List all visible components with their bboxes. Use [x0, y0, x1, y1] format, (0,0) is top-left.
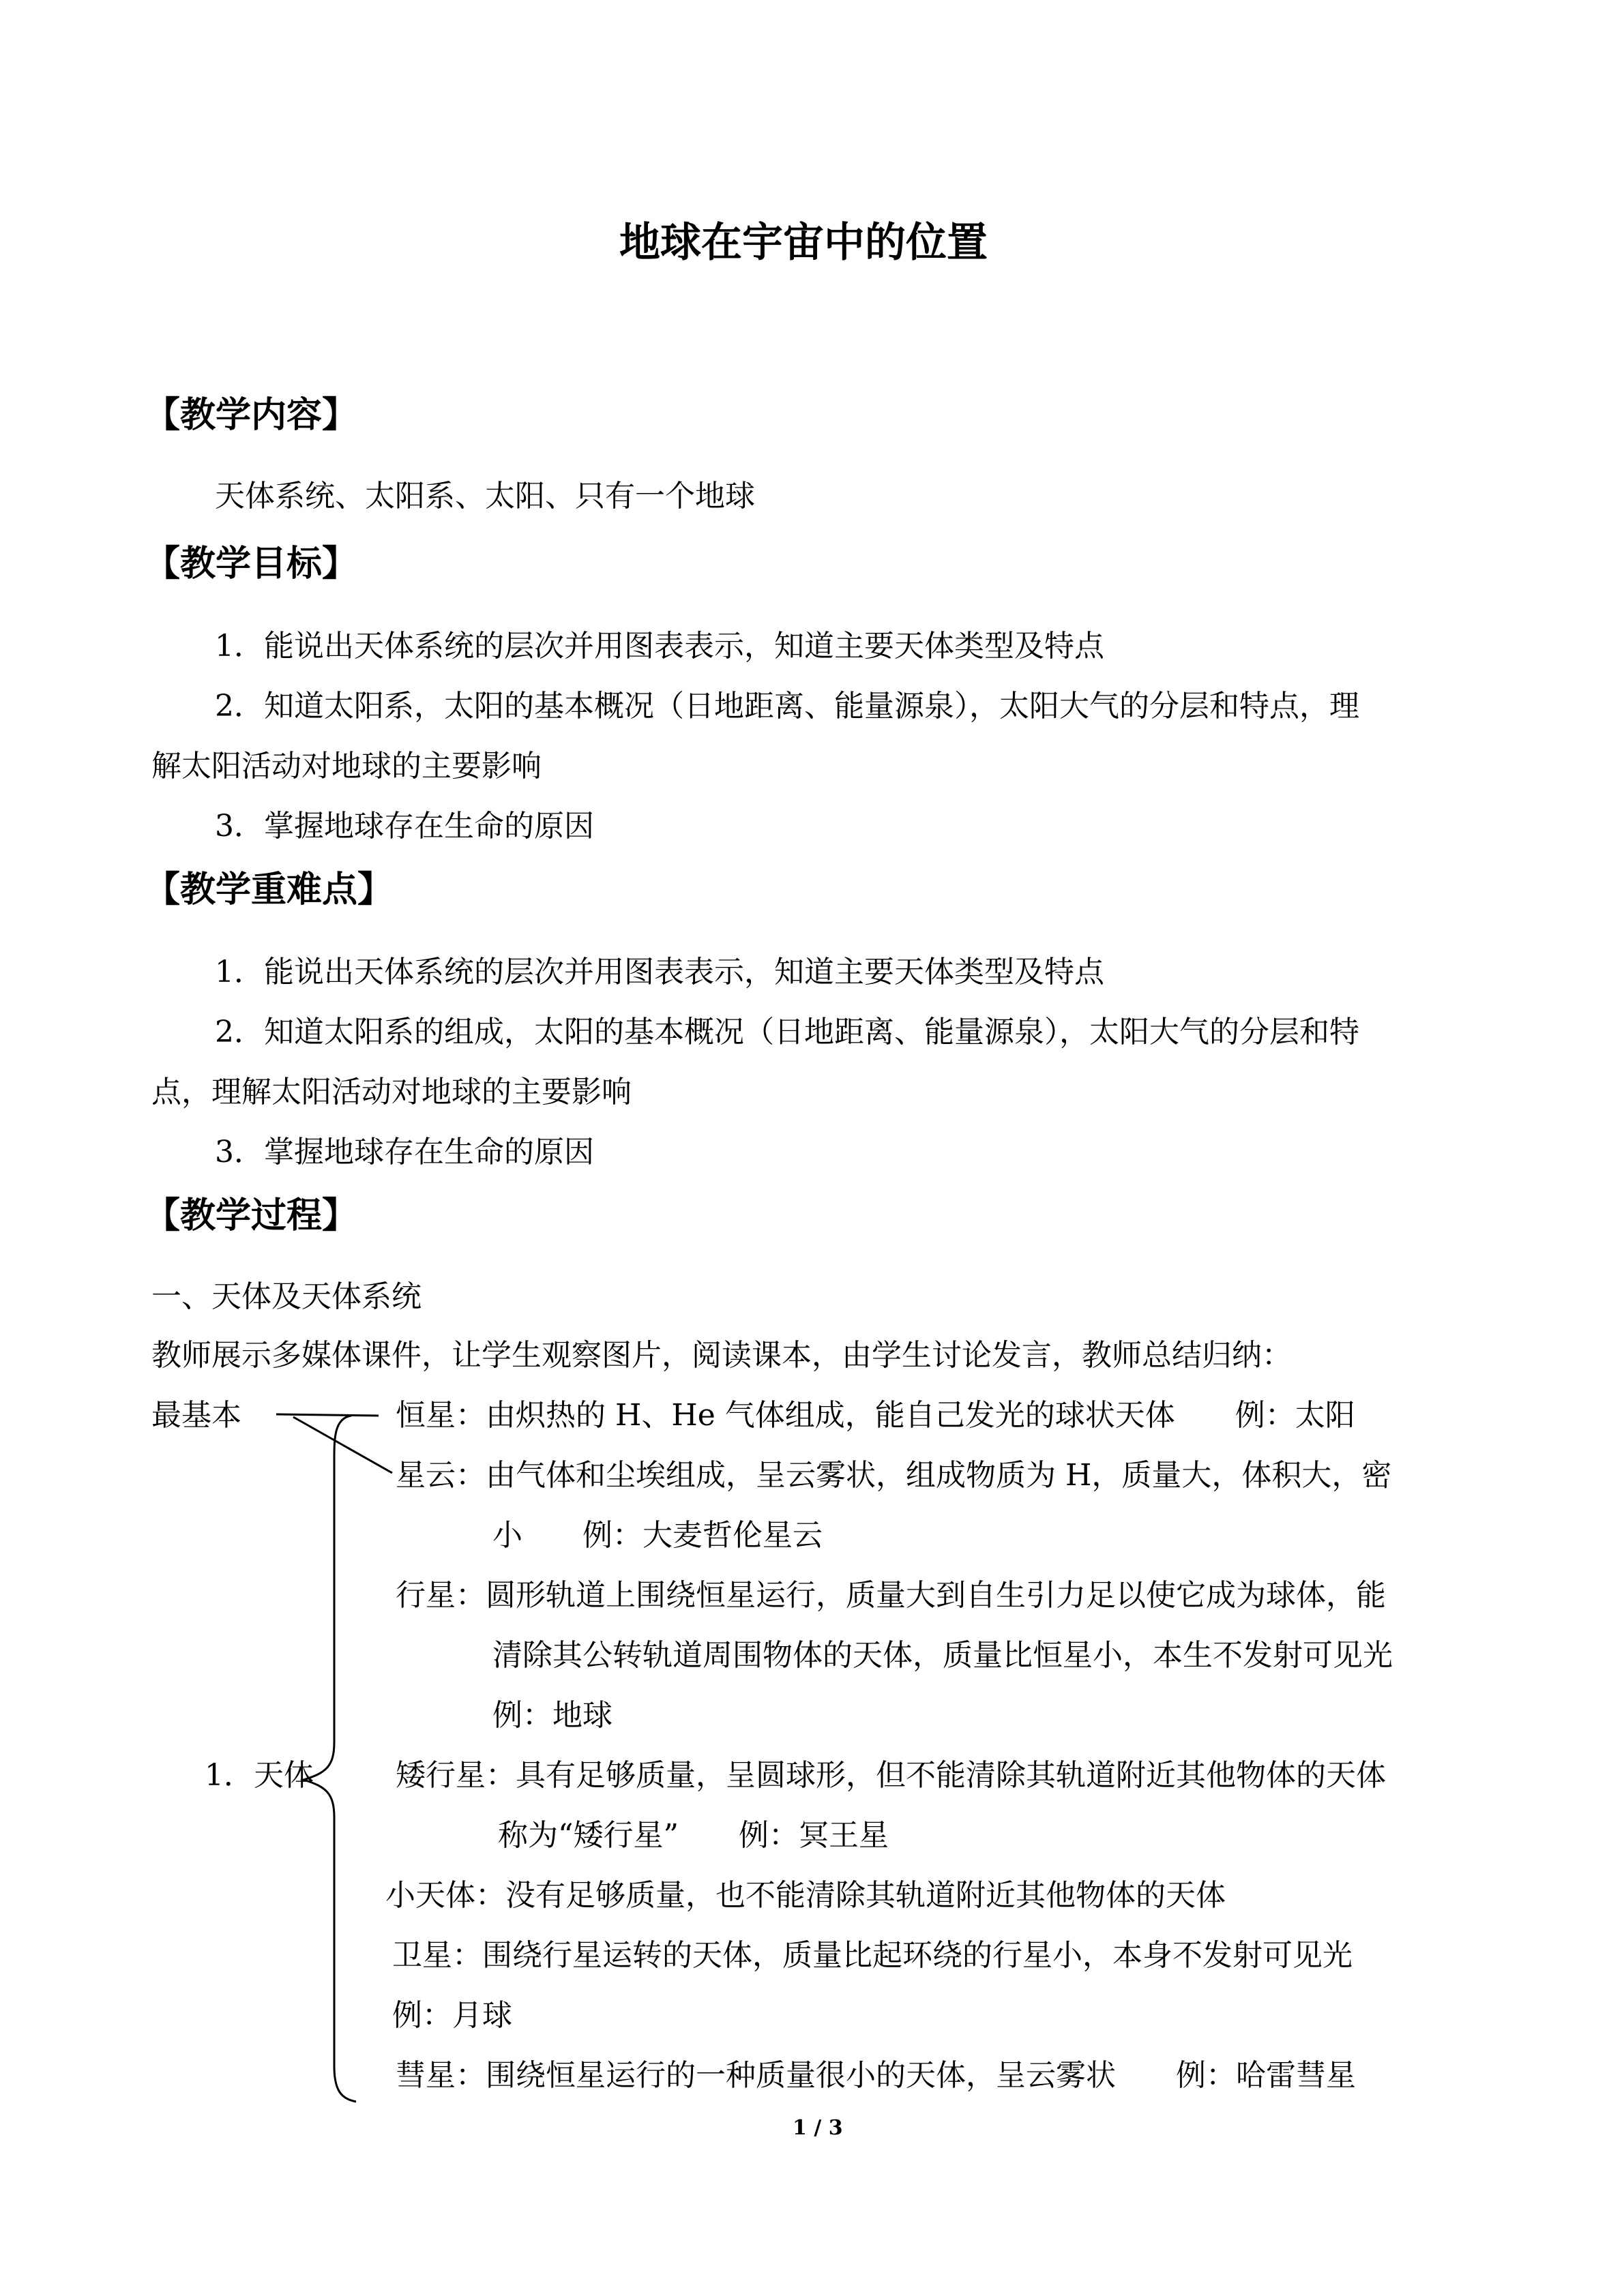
satellite-definition-line-1: 卫星：围绕行星运转的天体，质量比起环绕的行星小，本身不发射可见光: [392, 1938, 1353, 1973]
nebula-definition-line-2: 小 例：大麦哲伦星云: [492, 1518, 823, 1553]
keypoint-item-2-line-1: 2．知道太阳系的组成，太阳的基本概况（日地距离、能量源泉），太阳大气的分层和特: [215, 1015, 1359, 1049]
keypoint-item-1: 1．能说出天体系统的层次并用图表表示，知道主要天体类型及特点: [215, 955, 1104, 989]
objective-item-3: 3．掌握地球存在生命的原因: [215, 809, 594, 844]
comet-definition: 彗星：围绕恒星运行的一种质量很小的天体，呈云雾状 例：哈雷彗星: [396, 2058, 1356, 2093]
section-heading-content: 【教学内容】: [145, 394, 358, 436]
objective-item-1: 1．能说出天体系统的层次并用图表表示，知道主要天体类型及特点: [215, 629, 1104, 664]
process-subheading: 一、天体及天体系统: [151, 1279, 422, 1314]
section-heading-keypoints: 【教学重难点】: [145, 869, 394, 910]
page-indicator: 1 / 3: [793, 2116, 843, 2140]
keypoint-item-2-line-2: 点，理解太阳活动对地球的主要影响: [151, 1075, 632, 1109]
curly-brace: [304, 1416, 356, 2102]
star-definition: 恒星：由炽热的 H、He 气体组成，能自己发光的球状天体 例：太阳: [396, 1398, 1355, 1433]
nebula-definition-line-1: 星云：由气体和尘埃组成，呈云雾状，组成物质为 H，质量大，体积大，密: [396, 1458, 1392, 1493]
content-text: 天体系统、太阳系、太阳、只有一个地球: [215, 479, 755, 513]
basic-to-star-line: [276, 1414, 379, 1416]
objective-item-2-line-1: 2．知道太阳系，太阳的基本概况（日地距离、能量源泉），太阳大气的分层和特点，理: [215, 689, 1359, 724]
tianti-label: 1．天体: [205, 1758, 314, 1793]
page-title: 地球在宇宙中的位置: [619, 219, 988, 267]
satellite-definition-line-2: 例：月球: [392, 1998, 512, 2033]
planet-definition-line-1: 行星：圆形轨道上围绕恒星运行，质量大到自生引力足以使它成为球体，能: [396, 1578, 1386, 1613]
dwarf-planet-definition-line-1: 矮行星：具有足够质量，呈圆球形，但不能清除其轨道附近其他物体的天体: [396, 1758, 1386, 1793]
small-body-definition: 小天体：没有足够质量，也不能清除其轨道附近其他物体的天体: [385, 1878, 1226, 1913]
keypoint-item-3: 3．掌握地球存在生命的原因: [215, 1135, 594, 1169]
objective-item-2-line-2: 解太阳活动对地球的主要影响: [151, 749, 542, 784]
planet-definition-line-2: 清除其公转轨道周围物体的天体，质量比恒星小，本生不发射可见光: [492, 1638, 1393, 1673]
basic-to-nebula-line: [293, 1417, 392, 1473]
dwarf-planet-definition-line-2: 称为“矮行星” 例：冥王星: [498, 1818, 889, 1853]
process-intro: 教师展示多媒体课件，让学生观察图片，阅读课本，由学生讨论发言，教师总结归纳：: [151, 1338, 1292, 1373]
section-heading-process: 【教学过程】: [145, 1195, 358, 1236]
basic-label: 最基本: [151, 1398, 241, 1433]
section-heading-objectives: 【教学目标】: [145, 543, 358, 584]
planet-definition-line-3: 例：地球: [492, 1698, 612, 1733]
